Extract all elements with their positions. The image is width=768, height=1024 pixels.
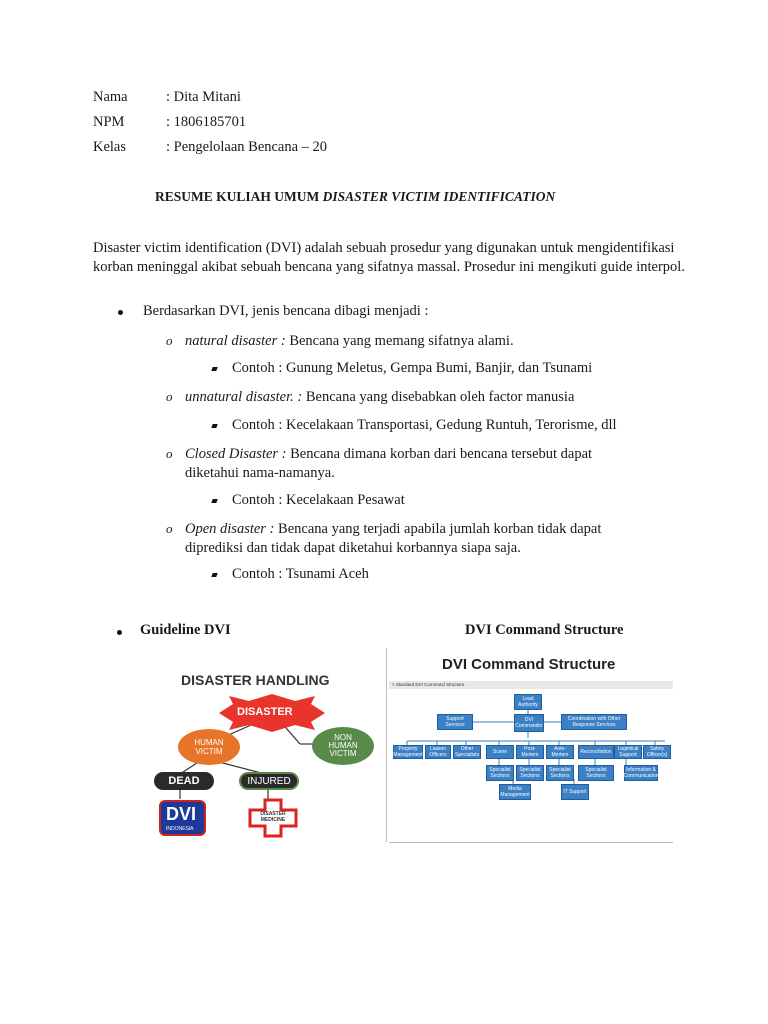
- cs-row4-box: Specialist Sections: [486, 765, 514, 781]
- non-human-victim-label: NON HUMAN VICTIM: [328, 733, 358, 758]
- cs-row4-box: Specialist Sections: [516, 765, 544, 781]
- non-human-victim-ellipse: [312, 727, 374, 765]
- item-example: Contoh : Tsunami Aceh: [232, 566, 369, 582]
- cs-row3-box: Other Specialists: [453, 745, 481, 759]
- item-term: Closed Disaster :: [185, 446, 291, 462]
- cs-row3-box: Property Management: [393, 746, 423, 758]
- item-desc: Bencana yang disebabkan oleh factor manusia: [305, 389, 575, 405]
- list-lead: Berdasarkan DVI, jenis bencana dibagi menjadi :: [143, 303, 429, 319]
- cs-row5-box: IT Support: [561, 784, 589, 800]
- dvi-logo: [159, 800, 206, 836]
- item-term: Open disaster :: [185, 521, 279, 537]
- cs-row3-box: Safety Officer(s): [643, 745, 671, 759]
- bullet-dot: [117, 309, 123, 315]
- dead-box: [154, 772, 214, 790]
- list-item: [185, 388, 665, 407]
- injured-label: INJURED: [247, 775, 291, 787]
- title-italic: DISASTER VICTIM IDENTIFICATION: [322, 189, 556, 204]
- command-structure-image: [389, 648, 673, 843]
- image-divider: [386, 648, 387, 842]
- item-term: unnatural disaster. :: [185, 389, 306, 405]
- bullet-o: o: [166, 389, 173, 404]
- title-plain: RESUME KULIAH UMUM: [155, 189, 323, 204]
- list-item: [185, 445, 635, 483]
- bullet-o: o: [166, 446, 173, 461]
- dead-label: DEAD: [168, 775, 200, 787]
- human-victim-label: HUMAN VICTIM: [194, 738, 224, 756]
- cs-dvi-commander: DVI Commander: [514, 714, 544, 732]
- item-desc: Bencana yang memang sifatnya alami.: [289, 333, 514, 349]
- cs-row5-box: Media Management: [500, 786, 530, 798]
- injured-box: [239, 772, 299, 790]
- disaster-handling-image: [140, 666, 382, 842]
- item-desc: Bencana dimana korban dari bencana tersebut dapat diketahui nama-namanya.: [185, 446, 593, 481]
- bullet-o: o: [166, 333, 173, 348]
- cs-row3-box: Scene: [486, 745, 514, 759]
- cs-lead-authority: Lead Authority: [514, 694, 542, 710]
- cs-row3-box: Logistical Support: [614, 745, 642, 759]
- item-example: Contoh : Kecelakaan Transportasi, Gedung Runtuh, Terorisme, dll: [232, 417, 617, 433]
- cs-title: DVI Command Structure: [442, 656, 616, 673]
- bullet-square: [211, 573, 217, 577]
- item-desc: Bencana yang terjadi apabila jumlah korban tidak dapat diprediksi dan tidak dapat diketahui korbannya siapa saja.: [185, 521, 602, 556]
- list-item: [185, 332, 665, 351]
- class-value: : Pengelolaan Bencana – 20: [166, 139, 328, 155]
- bullet-square: [211, 499, 217, 503]
- cs-coordination: Coordination with Other Response Services: [561, 714, 627, 730]
- guideline-heading: Guideline DVI: [140, 622, 231, 638]
- command-structure-heading: DVI Command Structure: [465, 622, 624, 638]
- name-value: : Dita Mitani: [166, 89, 241, 105]
- dvi-logo-sub: INDONESIA: [166, 826, 194, 832]
- bullet-dot: [116, 629, 122, 635]
- cs-support-services: Support Services: [437, 714, 473, 730]
- dh-title: DISASTER HANDLING: [181, 672, 330, 688]
- class-label: Kelas: [93, 139, 127, 155]
- cs-row3-box: Ante-Mortem: [546, 745, 574, 759]
- cs-row3-box: Post-Mortem: [516, 745, 544, 759]
- bullet-o: o: [166, 521, 173, 536]
- item-example: Contoh : Gunung Meletus, Gempa Bumi, Banjir, dan Tsunami: [232, 360, 593, 376]
- npm-label: NPM: [93, 114, 125, 130]
- item-example: Contoh : Kecelakaan Pesawat: [232, 492, 405, 508]
- medicine-label: DISASTER MEDICINE: [260, 811, 286, 823]
- cs-row4-box: Specialist Sections: [578, 765, 614, 781]
- cs-row3-box: Reconciliation: [578, 745, 614, 759]
- page-title: [155, 189, 555, 205]
- intro-paragraph: Disaster victim identification (DVI) adalah sebuah prosedur yang digunakan untuk mengidentifikasi korban meninggal akibat sebuah bencana yang sifatnya massal. Prosedur ini mengikuti guide interpol.: [93, 240, 685, 275]
- item-term: natural disaster :: [185, 333, 290, 349]
- disaster-label: DISASTER: [237, 706, 293, 718]
- human-victim-ellipse: [178, 729, 240, 765]
- npm-value: : 1806185701: [166, 114, 247, 130]
- list-item: [185, 520, 645, 558]
- disaster-medicine-logo: [248, 798, 298, 838]
- name-label: Nama: [93, 89, 128, 105]
- bullet-square: [211, 367, 217, 371]
- cs-row4-box: Information & Communication: [623, 767, 659, 779]
- cs-row4-box: Specialist Sections: [546, 765, 574, 781]
- bullet-square: [211, 424, 217, 428]
- cs-row3-box: Liaison Officers: [425, 745, 451, 759]
- dvi-logo-text: DVI: [166, 804, 197, 824]
- cs-subtitle: > Standard DVI Command Structure: [389, 681, 673, 689]
